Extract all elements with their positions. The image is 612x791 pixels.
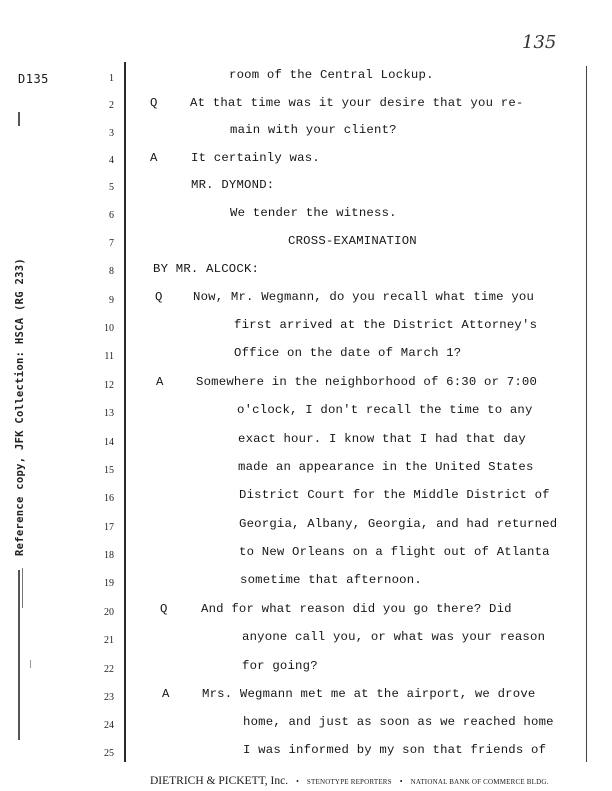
line-number: 8 — [109, 266, 114, 277]
line-number: 11 — [104, 351, 114, 362]
line-number: 6 — [109, 210, 114, 221]
scan-mark — [18, 112, 20, 126]
line-text: BY MR. ALCOCK: — [153, 262, 260, 276]
line-text: Georgia, Albany, Georgia, and had returned — [239, 517, 558, 531]
reporter-firm-name: DIETRICH & PICKETT, Inc. — [150, 775, 289, 787]
line-text: main with your client? — [230, 123, 397, 137]
line-number: 21 — [104, 635, 114, 646]
line-text: made an appearance in the United States — [238, 460, 534, 474]
line-number: 25 — [104, 748, 114, 759]
speaker-label: Q — [160, 602, 168, 616]
line-text: home, and just as soon as we reached home — [243, 715, 554, 729]
speaker-label: A — [150, 151, 158, 165]
line-number: 4 — [109, 155, 114, 166]
line-number: 24 — [104, 720, 114, 731]
line-text: MR. DYMOND: — [191, 178, 275, 192]
line-number: 14 — [104, 437, 114, 448]
speaker-label: Q — [150, 96, 158, 110]
line-text: Mrs. Wegmann met me at the airport, we drove — [202, 687, 536, 701]
line-number: 3 — [109, 128, 114, 139]
line-text: o'clock, I don't recall the time to any — [237, 403, 533, 417]
line-text: Office on the date of March 1? — [234, 346, 462, 360]
line-text: Now, Mr. Wegmann, do you recall what time you — [193, 290, 535, 304]
line-number: 10 — [104, 323, 114, 334]
reporter-type: STENOTYPE REPORTERS — [306, 778, 392, 786]
right-margin-rule — [586, 66, 587, 762]
scan-mark — [30, 660, 31, 668]
line-number: 17 — [104, 522, 114, 533]
line-text: exact hour. I know that I had that day — [238, 432, 527, 446]
line-number: 2 — [109, 100, 114, 111]
line-number: 12 — [104, 380, 114, 391]
line-text: We tender the witness. — [230, 206, 397, 220]
scan-mark — [18, 570, 20, 740]
scan-mark — [22, 568, 23, 608]
document-id: D135 — [18, 72, 49, 86]
speaker-label: Q — [155, 290, 163, 304]
line-number: 19 — [104, 578, 114, 589]
line-text: to New Orleans on a flight out of Atlanta — [239, 545, 550, 559]
reporter-footer — [150, 771, 549, 789]
line-number: 7 — [109, 238, 114, 249]
section-heading: CROSS-EXAMINATION — [288, 234, 417, 248]
line-text: And for what reason did you go there? Did — [201, 602, 512, 616]
line-number: 9 — [109, 295, 114, 306]
line-number: 20 — [104, 607, 114, 618]
line-number: 23 — [104, 692, 114, 703]
line-text: Somewhere in the neighborhood of 6:30 or 7:00 — [196, 375, 538, 389]
line-number: 1 — [109, 73, 114, 84]
line-text: anyone call you, or what was your reason — [242, 630, 546, 644]
archive-reference-note: Reference copy, JFK Collection: HSCA (RG 233) — [14, 258, 26, 556]
line-text: for going? — [242, 659, 318, 673]
line-text: first arrived at the District Attorney's — [234, 318, 538, 332]
line-text: District Court for the Middle District of — [239, 488, 550, 502]
footer-separator: • — [296, 777, 299, 786]
line-text: It certainly was. — [191, 151, 320, 165]
line-number: 5 — [109, 182, 114, 193]
line-text: sometime that afternoon. — [240, 573, 422, 587]
footer-separator: • — [399, 777, 403, 786]
line-text: At that time was it your desire that you re- — [190, 96, 524, 110]
speaker-label: A — [156, 375, 164, 389]
line-number: 13 — [104, 408, 114, 419]
left-margin-rule — [124, 62, 126, 762]
line-text: room of the Central Lockup. — [229, 68, 434, 82]
line-number: 15 — [104, 465, 114, 476]
reporter-address: NATIONAL BANK OF COMMERCE BLDG. — [410, 778, 549, 786]
speaker-label: A — [162, 687, 170, 701]
handwritten-page-number: 135 — [522, 32, 557, 53]
line-number: 16 — [104, 493, 114, 504]
line-text: I was informed by my son that friends of — [243, 743, 547, 757]
line-number: 18 — [104, 550, 114, 561]
line-number: 22 — [104, 664, 114, 675]
